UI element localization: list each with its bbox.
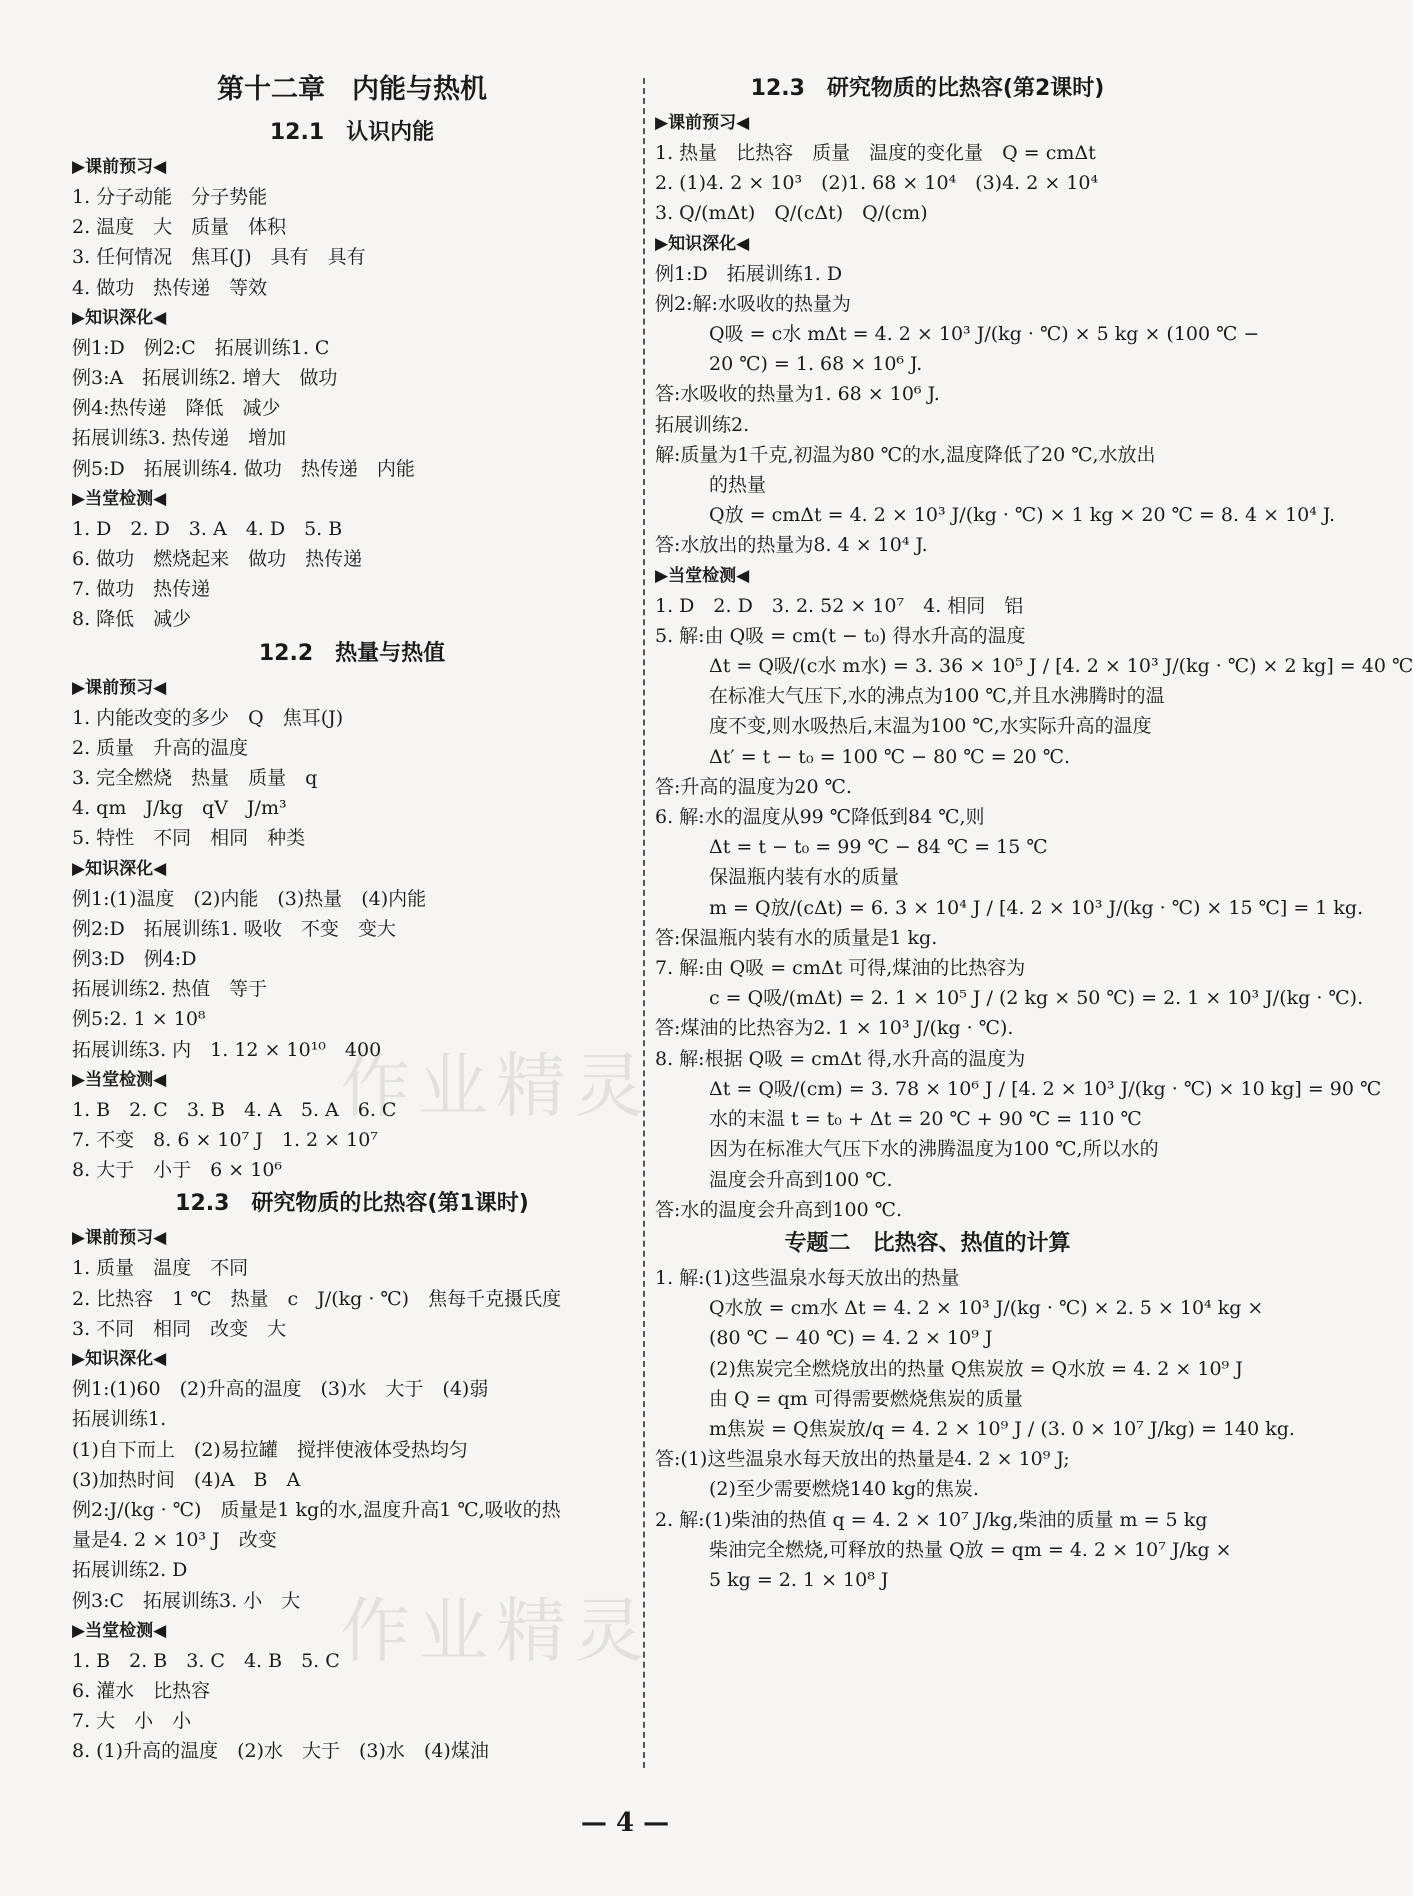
answer-line: 答:升高的温度为20 ℃. [655,775,852,798]
answer-line: 1. 质量 温度 不同 [72,1257,249,1280]
section-title: 12.1 认识内能 [269,120,435,145]
section-title: 12.3 研究物质的比热容(第1课时) [175,1191,529,1217]
answer-line: 答:水放出的热量为8. 4 × 10⁴ J. [655,534,928,557]
answer-line: 7. 解:由 Q吸 = cmΔt 可得,煤油的比热容为 [655,957,1026,980]
answer-line: 度不变,则水吸热后,末温为100 ℃,水实际升高的温度 [709,715,1152,738]
answer-line: 1. 内能改变的多少 Q 焦耳(J) [72,706,344,729]
answer-line: Q放 = cmΔt = 4. 2 × 10³ J/(kg · ℃) × 1 kg × 20 ℃ = 8. 4 × 10⁴ J. [709,504,1336,527]
answer-line: 2. (1)4. 2 × 10³ (2)1. 68 × 10⁴ (3)4. 2 × 10⁴ [655,172,1099,195]
answer-line: 答:保温瓶内装有水的质量是1 kg. [655,926,938,949]
answer-line: Q水放 = cm水 Δt = 4. 2 × 10³ J/(kg · ℃) × 2. 5 × 10⁴ kg × [709,1297,1264,1320]
answer-line: 3. 不同 相同 改变 大 [72,1317,287,1340]
answer-line: 例3:C 拓展训练3. 小 大 [72,1589,301,1612]
answer-line: 例2:D 拓展训练1. 吸收 不变 变大 [72,917,396,940]
subsection-heading: ▶课前预习◀ [72,677,167,698]
answer-line: 水的末温 t = t₀ + Δt = 20 ℃ + 90 ℃ = 110 ℃ [709,1108,1142,1131]
subsection-heading: ▶知识深化◀ [655,233,750,254]
answer-line: 1. 热量 比热容 质量 温度的变化量 Q = cmΔt [655,142,1096,164]
answer-line: Q吸 = c水 mΔt = 4. 2 × 10³ J/(kg · ℃) × 5 kg × (100 ℃ − [709,323,1260,346]
answer-line: 2. 解:(1)柴油的热值 q = 4. 2 × 10⁷ J/kg,柴油的质量 m = 5 kg [655,1508,1208,1531]
subsection-heading: ▶课前预习◀ [72,157,167,177]
answer-line: 3. 完全燃烧 热量 质量 q [72,767,318,790]
answer-line: 例1:(1)温度 (2)内能 (3)热量 (4)内能 [72,887,427,910]
answer-line: 8. (1)升高的温度 (2)水 大于 (3)水 (4)煤油 [72,1740,489,1763]
subsection-heading: ▶知识深化◀ [72,1349,167,1370]
subsection-heading: ▶当堂检测◀ [72,1620,167,1641]
answer-line: 拓展训练1. [72,1408,167,1431]
answer-line: 例1:(1)60 (2)升高的温度 (3)水 大于 (4)弱 [72,1378,489,1401]
answer-line: 答:煤油的比热容为2. 1 × 10³ J/(kg · ℃). [655,1017,1014,1040]
answer-line: Δt′ = t − t₀ = 100 ℃ − 80 ℃ = 20 ℃. [709,745,1071,768]
answer-line: 3. 任何情况 焦耳(J) 具有 具有 [72,246,366,269]
right-column [655,70,1413,1595]
answer-line: 8. 大于 小于 6 × 10⁶ [72,1159,283,1182]
answer-line: 1. B 2. B 3. C 4. B 5. C [72,1649,340,1672]
answer-line: 1. D 2. D 3. 2. 52 × 10⁷ 4. 相同 铝 [655,594,1024,617]
section-title: 12.3 研究物质的比热容(第2课时) [750,76,1105,101]
answer-line: 因为在标准大气压下水的沸腾温度为100 ℃,所以水的 [709,1138,1159,1161]
answer-line: 例3:D 例4:D [72,948,197,971]
answer-line: (80 ℃ − 40 ℃) = 4. 2 × 10⁹ J [709,1327,993,1350]
page-number: — 4 — [580,1808,670,1838]
answer-line: 例5:2. 1 × 10⁸ [72,1008,206,1031]
watermark: 作业精灵 [340,1045,652,1127]
answer-line: 6. 灌水 比热容 [72,1679,211,1702]
answer-line: 4. qm J/kg qV J/m³ [72,797,287,820]
answer-line: 例2:解:水吸收的热量为 [655,292,851,315]
subsection-heading: ▶当堂检测◀ [72,1069,167,1090]
answer-line: Δt = Q吸/(cm) = 3. 78 × 10⁶ J / [4. 2 × 10³ J/(kg · ℃) × 10 kg] = 90 ℃ [709,1077,1382,1100]
answer-line: 1. 分子动能 分子势能 [72,186,268,208]
answer-line: 2. 比热容 1 ℃ 热量 c J/(kg · ℃) 焦每千克摄氏度 [72,1287,562,1310]
answer-line: m焦炭 = Q焦炭放/q = 4. 2 × 10⁹ J / (3. 0 × 10⁷ J/kg) = 140 kg. [709,1417,1295,1440]
answer-line: 6. 解:水的温度从99 ℃降低到84 ℃,则 [655,806,985,829]
watermark: 作业精灵 [340,1590,652,1672]
answer-line: 例5:D 拓展训练4. 做功 热传递 内能 [72,457,415,480]
answer-line: m = Q放/(cΔt) = 6. 3 × 10⁴ J / [4. 2 × 10³ J/(kg · ℃) × 15 ℃] = 1 kg. [709,896,1364,919]
column-divider [643,78,645,1768]
answer-line: 柴油完全燃烧,可释放的热量 Q放 = qm = 4. 2 × 10⁷ J/kg × [709,1538,1232,1561]
answer-line: 保温瓶内装有水的质量 [709,866,900,889]
answer-line: 7. 做功 热传递 [72,578,211,601]
left-column [72,70,632,1767]
section-title: 12.2 热量与热值 [258,640,446,666]
answer-line: 例2:J/(kg · ℃) 质量是1 kg的水,温度升高1 ℃,吸收的热 [72,1498,561,1521]
subsection-heading: ▶当堂检测◀ [655,565,750,586]
answer-line: 拓展训练2. [655,413,750,436]
answer-line: 例4:热传递 降低 减少 [72,397,281,420]
answer-line: 20 ℃) = 1. 68 × 10⁶ J. [709,353,923,376]
answer-line: c = Q吸/(mΔt) = 2. 1 × 10⁵ J / (2 kg × 50 ℃) = 2. 1 × 10³ J/(kg · ℃). [709,987,1364,1010]
answer-line: (3)加热时间 (4)A B A [72,1468,301,1491]
answer-line: 例1:D 例2:C 拓展训练1. C [72,336,330,359]
answer-line: 答:水的温度会升高到100 ℃. [655,1198,903,1221]
answer-line: (2)焦炭完全燃烧放出的热量 Q焦炭放 = Q水放 = 4. 2 × 10⁹ J [709,1357,1243,1380]
answer-line: 8. 降低 减少 [72,608,192,631]
subsection-heading: ▶当堂检测◀ [72,488,167,509]
answer-line: 3. Q/(mΔt) Q/(cΔt) Q/(cm) [655,202,928,225]
section-title: 专题二 比热容、热值的计算 [784,1230,1071,1256]
answer-line: 由 Q = qm 可得需要燃烧焦炭的质量 [709,1387,1023,1410]
answer-line: (2)至少需要燃烧140 kg的焦炭. [709,1478,979,1501]
answer-line: 1. 解:(1)这些温泉水每天放出的热量 [655,1266,960,1289]
answer-line: 6. 做功 燃烧起来 做功 热传递 [72,548,363,571]
answer-line: 5. 特性 不同 相同 种类 [72,827,306,850]
answer-line: 2. 质量 升高的温度 [72,736,249,759]
answer-line: 在标准大气压下,水的沸点为100 ℃,并且水沸腾时的温 [709,685,1165,708]
answer-line: 2. 温度 大 质量 体积 [72,216,287,239]
answer-line: 4. 做功 热传递 等效 [72,276,268,299]
answer-line: 例1:D 拓展训练1. D [655,262,843,285]
answer-line: 例3:A 拓展训练2. 增大 做功 [72,367,338,390]
answer-line: 量是4. 2 × 10³ J 改变 [72,1529,277,1552]
answer-line: 温度会升高到100 ℃. [709,1168,893,1191]
answer-line: 5. 解:由 Q吸 = cm(t − t₀) 得水升高的温度 [655,624,1026,647]
answer-line: 拓展训练2. 热值 等于 [72,978,268,1001]
answer-line: (1)自下而上 (2)易拉罐 搅拌使液体受热均匀 [72,1438,468,1461]
subsection-heading: ▶知识深化◀ [72,307,167,328]
answer-line: 1. B 2. C 3. B 4. A 5. A 6. C [72,1098,397,1121]
answer-line: 5 kg = 2. 1 × 10⁸ J [709,1568,889,1591]
answer-line: 答:水吸收的热量为1. 68 × 10⁶ J. [655,383,940,406]
answer-line: 1. D 2. D 3. A 4. D 5. B [72,517,343,540]
subsection-heading: ▶知识深化◀ [72,858,167,879]
chapter-title: 第十二章 内能与热机 [217,74,487,105]
answer-line: 的热量 [709,474,767,497]
answer-line: 拓展训练3. 热传递 增加 [72,427,287,450]
answer-line: 答:(1)这些温泉水每天放出的热量是4. 2 × 10⁹ J; [655,1448,1070,1471]
answer-line: 7. 大 小 小 [72,1710,192,1733]
answer-line: 解:质量为1千克,初温为80 ℃的水,温度降低了20 ℃,水放出 [655,443,1156,466]
answer-line: 拓展训练3. 内 1. 12 × 10¹⁰ 400 [72,1038,382,1061]
answer-line: Δt = t − t₀ = 99 ℃ − 84 ℃ = 15 ℃ [709,836,1048,859]
answer-line: 拓展训练2. D [72,1559,188,1582]
answer-line: Δt = Q吸/(c水 m水) = 3. 36 × 10⁵ J / [4. 2 × 10³ J/(kg · ℃) × 2 kg] = 40 ℃ [709,655,1413,678]
answer-line: 7. 不变 8. 6 × 10⁷ J 1. 2 × 10⁷ [72,1129,378,1152]
answer-line: 8. 解:根据 Q吸 = cmΔt 得,水升高的温度为 [655,1047,1026,1070]
subsection-heading: ▶课前预习◀ [72,1228,167,1249]
subsection-heading: ▶课前预习◀ [655,113,750,133]
